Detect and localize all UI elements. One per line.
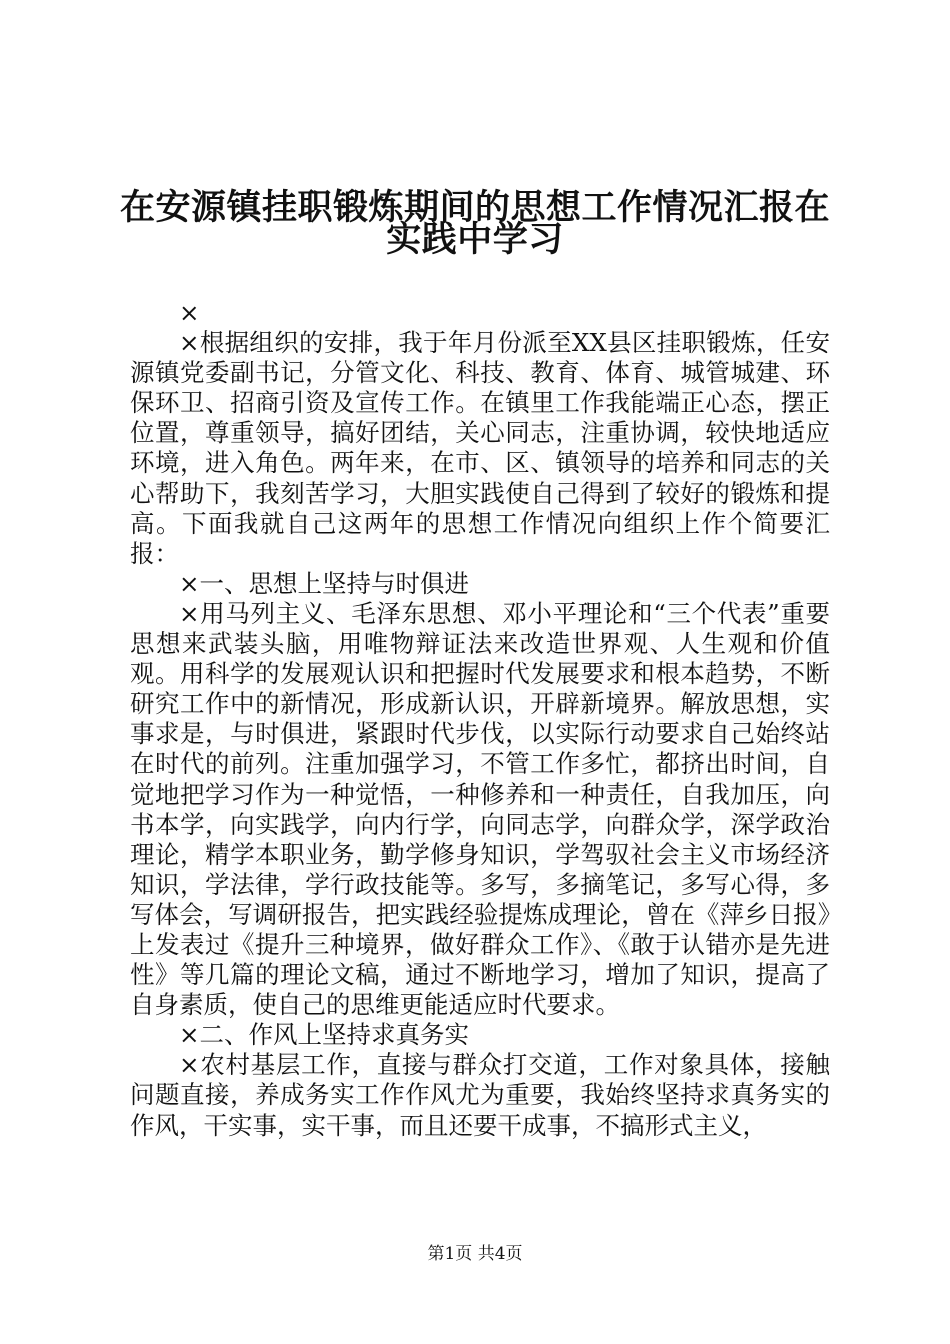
paragraph-section-2: ×农村基层工作，直接与群众打交道，工作对象具体，接触问题直接，养成务实工作作风尤为重要，我始终坚持求真务实的作风，干实事，实干事，而且还要干成事，不搞形式主义， xyxy=(130,1050,830,1140)
section-heading-1: ×一、思想上坚持与时俱进 xyxy=(179,568,470,598)
document-title-line-2: 实践中学习 xyxy=(386,220,564,260)
paragraph-section-1: ×用马列主义、毛泽东思想、邓小平理论和“三个代表”重要思想来武装头脑，用唯物辩证法来改造世界观、人生观和价值观。用科学的发展观认识和把握时代发展要求和根本趋势，不断研究工作中的新情况，形成新认识，开辟新境界。解放思想，实事求是，与时俱进，紧跟时代步伐，以实际行动要求自己始终站在时代的前列。注重加强学习，不管工作多忙，都挤出时间，自觉地把学习作为一种觉悟，一种修养和一种责任，自我加压，向书本学，向实践学，向内行学，向同志学，向群众学，深学政治理论，精学本职业务，勤学修身知识，学驾驭社会主义市场经济知识，学法律，学行政技能等。多写，多摘笔记，多写心得，多写体会，写调研报告，把实践经验提炼成理论，曾在《萍乡日报》上发表过《提升三种境界，做好群众工作》、《敢于认错亦是先进性》等几篇的理论文稿，通过不断地学习，增加了知识，提高了自身素质，使自己的思维更能适应时代要求。 xyxy=(130,598,830,1020)
section-heading-2: ×二、作风上坚持求真务实 xyxy=(179,1020,470,1050)
document-title-line-1: 在安源镇挂职锻炼期间的思想工作情况汇报在 xyxy=(119,188,830,228)
page-footer: 第1页 共4页 xyxy=(427,1244,523,1264)
paragraph-intro: ×根据组织的安排，我于年月份派至XX县区挂职锻炼，任安源镇党委副书记，分管文化、科技、教育、体育、城管城建、环保环卫、招商引资及宣传工作。在镇里工作我能端正心态，摆正位置，尊重领导，搞好团结，关心同志，注重协调，较快地适应环境，进入角色。两年来，在市、区、镇领导的培养和同志的关心帮助下，我刻苦学习，大胆实践使自己得到了较好的锻炼和提高。下面我就自己这两年的思想工作情况向组织上作个简要汇报： xyxy=(130,328,830,568)
document-body xyxy=(130,298,830,1141)
paragraph-mark: × xyxy=(179,298,200,327)
